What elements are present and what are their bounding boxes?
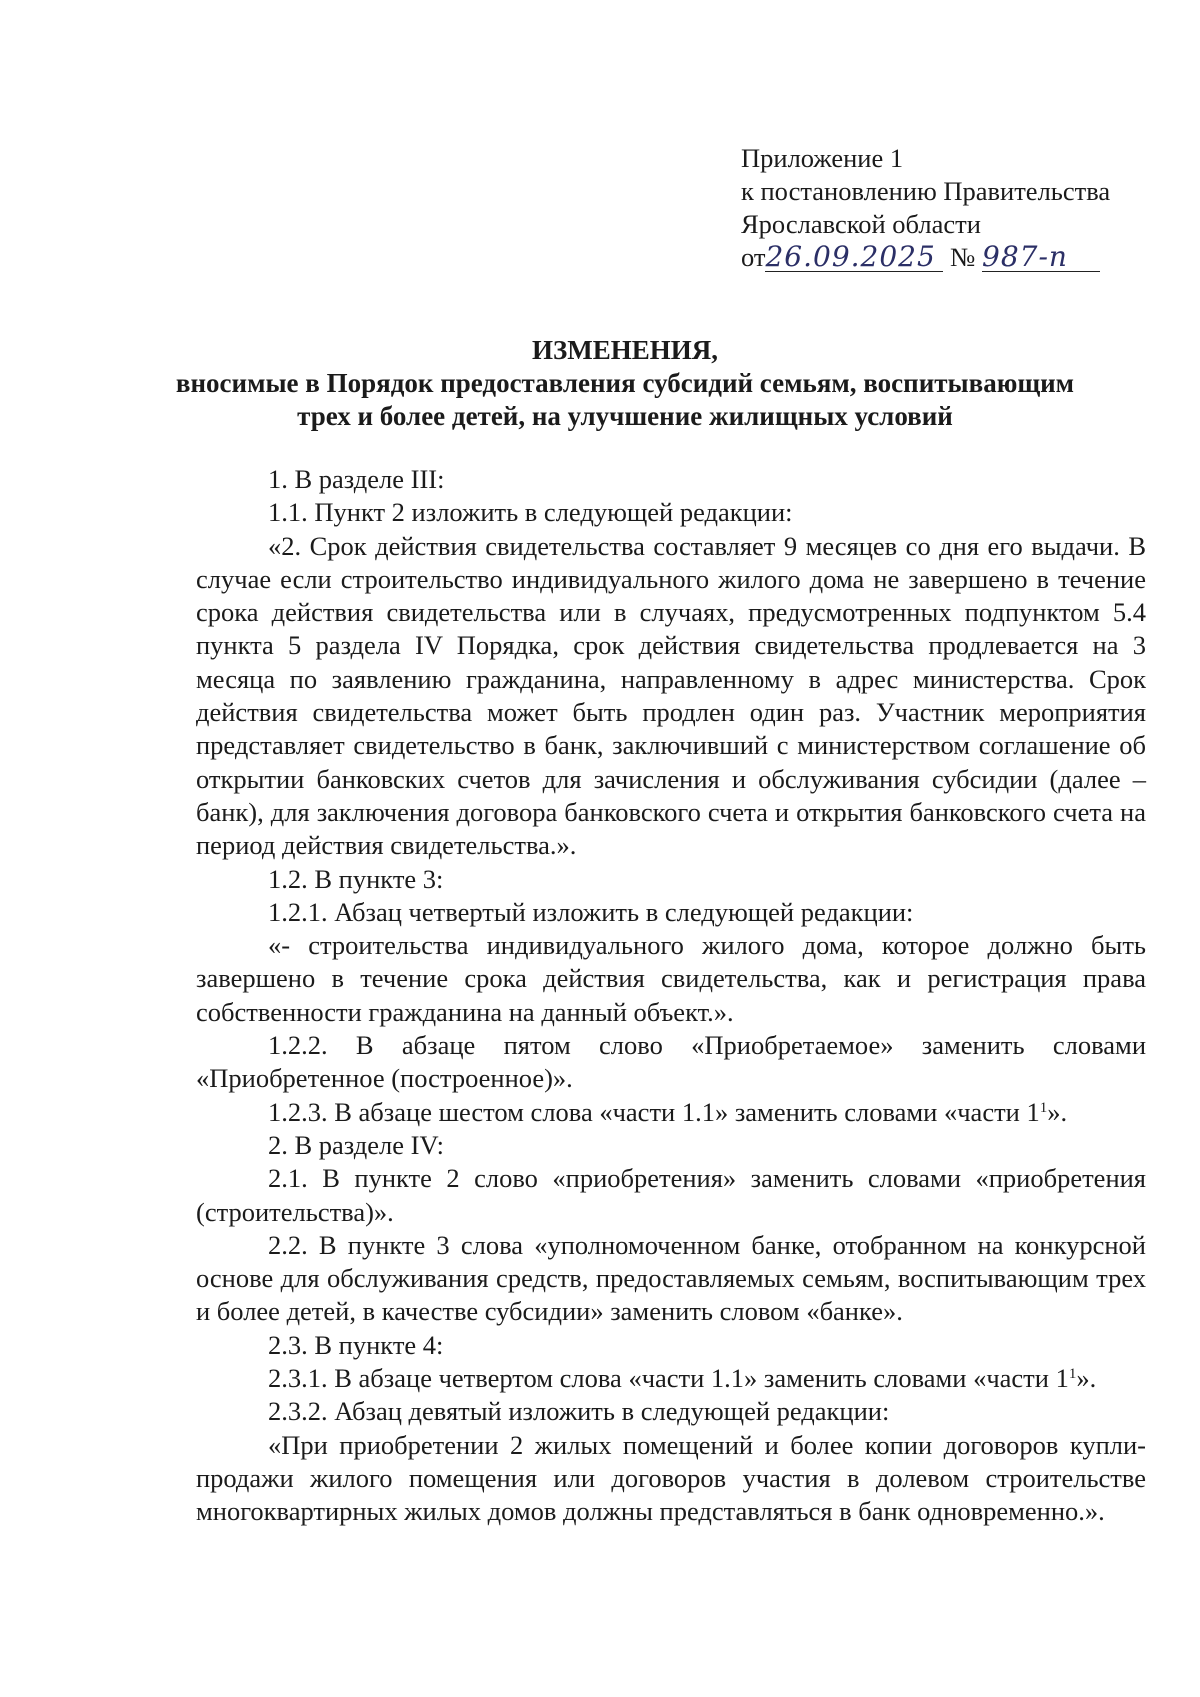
- appendix-line-1: Приложение 1: [741, 143, 904, 173]
- date-field: [765, 240, 943, 273]
- paragraph-quote-purchase: «При приобретении 2 жилых помещений и более копии договоров купли-продажи жилого помещения или договоров участия в долевом строительстве многоквартирных жилых домов должны представляться в банк одновременно.».: [196, 1429, 1146, 1527]
- paragraph-quote-point-2: «2. Срок действия свидетельства составляет 9 месяцев со дня его выдачи. В случае если строительство индивидуального жилого дома не завершено в течение срока действия свидетельства или в случаях, предусмотренных подпунктом 5.4 пункта 5 раздела IV Порядка, срок действия свидетельства продлевается на 3 месяца по заявлению гражданина, направленному в адрес министерства. Срок действия свидетельства может быть продлен один раз. Участник мероприятия представляет свидетельство в банк, заключивший с министерством соглашение об открытии банковских счетов для зачисления и обслуживания субсидии (далее – банк), для заключения договора банковского счета и открытия банковского счета на период действия свидетельства.».: [196, 530, 1146, 861]
- paragraph-1-2-3-text: 1.2.3. В абзаце шестом слова «части 1.1» заменить словами «части 1: [268, 1096, 1040, 1127]
- appendix-header: [741, 142, 1161, 274]
- superscript-1: 1: [1039, 1099, 1048, 1116]
- handwritten-number: 987-п: [982, 240, 1068, 273]
- paragraph-2: 2. В разделе IV:: [268, 1129, 445, 1160]
- closing-quote: ».: [1047, 1096, 1068, 1127]
- paragraph-quote-construction: «- строительства индивидуального жилого дома, которое должно быть завершено в течение срока действия свидетельства, как и регистрация права собственности гражданина на данный объект.».: [196, 930, 1146, 1027]
- appendix-date-line: [741, 241, 1161, 274]
- paragraph-1-2-1: 1.2.1. Абзац четвертый изложить в следующей редакции:: [268, 896, 914, 927]
- document-title: [160, 334, 1090, 433]
- paragraph-1-2-2: 1.2.2. В абзаце пятом слово «Приобретаемое» заменить словами «Приобретенное (построенное)».: [196, 1030, 1146, 1094]
- appendix-line-3: Ярославской области: [741, 209, 981, 239]
- document-body: [196, 463, 1146, 1529]
- number-field: [982, 240, 1100, 273]
- paragraph-2-3-2: 2.3.2. Абзац девятый изложить в следующей редакции:: [268, 1396, 890, 1427]
- paragraph-1-1: 1.1. Пункт 2 изложить в следующей редакции:: [268, 497, 793, 528]
- paragraph-2-3: 2.3. В пункте 4:: [268, 1329, 444, 1360]
- handwritten-date: 26.09.2025: [765, 240, 936, 273]
- title-line-3: трех и более детей, на улучшение жилищных условий: [297, 401, 953, 431]
- title-line-2: вносимые в Порядок предоставления субсидий семьям, воспитывающим: [175, 368, 1075, 398]
- paragraph-2-3-1: [196, 1362, 1146, 1395]
- appendix-line-2: к постановлению Правительства: [741, 176, 1111, 206]
- title-heading: ИЗМЕНЕНИЯ,: [531, 335, 718, 365]
- paragraph-2-3-1-text: 2.3.1. В абзаце четвертом слова «части 1.1» заменить словами «части 1: [268, 1363, 1069, 1394]
- paragraph-1: 1. В разделе III:: [268, 464, 445, 494]
- number-prefix: №: [950, 242, 976, 272]
- paragraph-1-2-3: [196, 1096, 1146, 1129]
- superscript-1: 1: [1068, 1366, 1077, 1383]
- paragraph-2-1: 2.1. В пункте 2 слово «приобретения» заменить словами «приобретения (строительства)».: [196, 1163, 1146, 1227]
- date-prefix: от: [741, 242, 766, 272]
- paragraph-2-2: 2.2. В пункте 3 слова «уполномоченном банке, отобранном на конкурсной основе для обслуживания средств, предоставляемых семьям, воспитывающим трех и более детей, в качестве субсидии» заменить словом «банке».: [196, 1229, 1146, 1327]
- paragraph-1-2: 1.2. В пункте 3:: [268, 863, 444, 894]
- closing-quote: ».: [1076, 1363, 1097, 1394]
